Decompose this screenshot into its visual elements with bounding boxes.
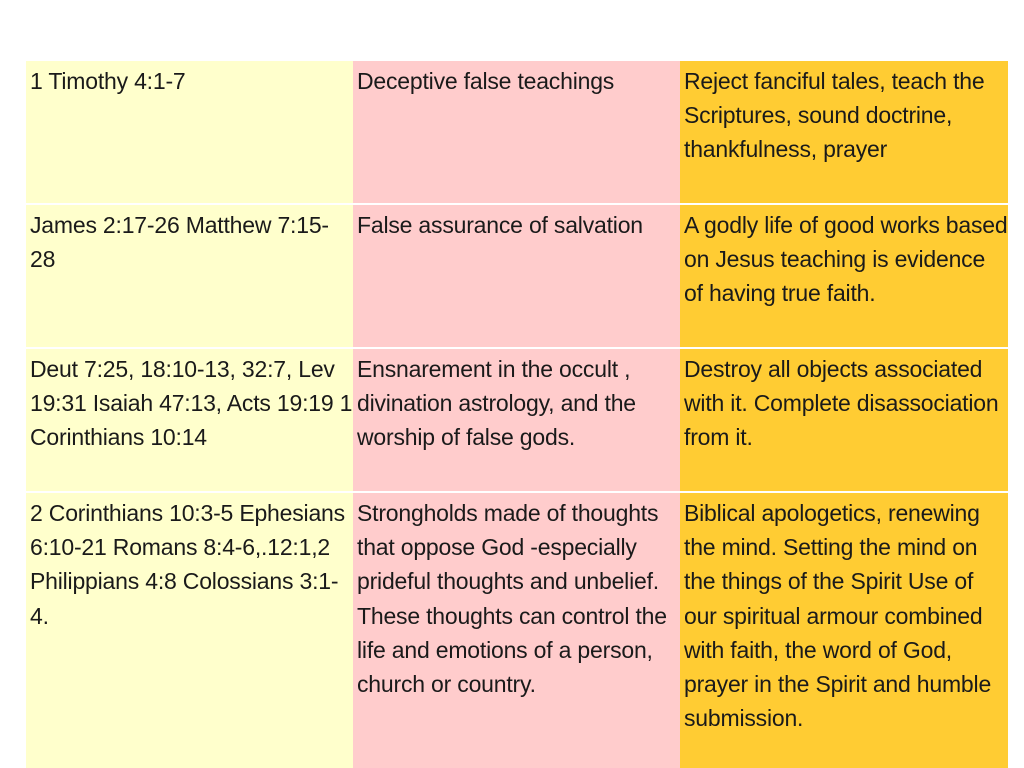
- issue-cell: False assurance of salvation: [353, 204, 680, 348]
- table-row: [26, 61, 1008, 204]
- response-cell: Reject fanciful tales, teach the Scriptures, sound doctrine, thankfulness, prayer: [680, 61, 1008, 204]
- table-row: [26, 204, 1008, 348]
- reference-cell: Deut 7:25, 18:10-13, 32:7, Lev 19:31 Isaiah 47:13, Acts 19:19 1 Corinthians 10:14: [26, 348, 353, 492]
- scripture-table: [26, 61, 1008, 768]
- issue-cell: Deceptive false teachings: [353, 61, 680, 204]
- issue-cell: Ensnarement in the occult , divination astrology, and the worship of false gods.: [353, 348, 680, 492]
- response-cell: A godly life of good works based on Jesus teaching is evidence of having true faith.: [680, 204, 1008, 348]
- table-row: [26, 348, 1008, 492]
- reference-cell: 1 Timothy 4:1-7: [26, 61, 353, 204]
- response-cell: Destroy all objects associated with it. Complete disassociation from it.: [680, 348, 1008, 492]
- issue-cell: Strongholds made of thoughts that oppose God -especially prideful thoughts and unbelief. These thoughts can control the life and emotions of a person, church or country.: [353, 492, 680, 768]
- reference-cell: James 2:17-26 Matthew 7:15-28: [26, 204, 353, 348]
- table-row: [26, 492, 1008, 768]
- reference-cell: 2 Corinthians 10:3-5 Ephesians 6:10-21 Romans 8:4-6,.12:1,2 Philippians 4:8 Colossians 3:1-4.: [26, 492, 353, 768]
- response-cell: Biblical apologetics, renewing the mind. Setting the mind on the things of the Spirit Use of our spiritual armour combined with faith, the word of God, prayer in the Spirit and humble submission.: [680, 492, 1008, 768]
